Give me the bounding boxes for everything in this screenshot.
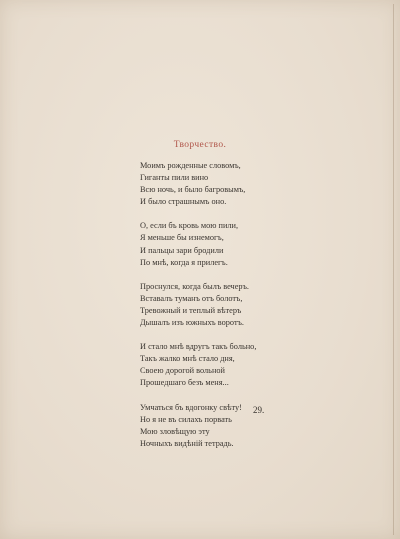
poem-line: Ночныхъ видѣній тетрадь. (140, 438, 234, 448)
poem-body (140, 160, 300, 462)
poem-line: Всю ночь, и было багровымъ, (140, 185, 246, 195)
stanza-4 (140, 341, 300, 389)
poem-line: И стало мнѣ вдругъ такъ больно, (140, 342, 257, 352)
poem-line: О, если бъ кровь мою пили, (140, 221, 239, 231)
poem-line: Тревожный и теплый вѣтеръ (140, 305, 242, 315)
poem-line: Дышалъ изъ южныхъ воротъ. (140, 318, 244, 328)
poem-line: Гиганты пили вино (140, 173, 209, 183)
stanza-2 (140, 220, 300, 268)
poem-line: Прошедшаго безъ меня... (140, 378, 229, 388)
page-number: 29. (253, 405, 265, 415)
poem-line: Такъ жалко мнѣ стало дня, (140, 354, 235, 364)
poem-line: Своею дорогой вольной (140, 366, 225, 376)
poem-line: Но я не въ силахъ порвать (140, 414, 232, 424)
poem-title: Творчество. (173, 140, 227, 150)
page-edge (393, 4, 394, 535)
poem-line: И было страшнымъ оно. (140, 197, 227, 207)
stanza-3 (140, 281, 300, 329)
stanza-1 (140, 160, 300, 208)
poem-line: Проснулся, когда былъ вечеръ. (140, 281, 249, 291)
poem-line: И пальцы зари бродили (140, 245, 224, 255)
poem-line: Умчаться бъ вдогонку свѣту! (140, 402, 242, 412)
poem-line: Моимъ рожденные словомъ, (140, 161, 241, 170)
poem-line: По мнѣ, когда я прилегъ. (140, 257, 228, 267)
poem-line: Я меньше бы изнемогъ, (140, 233, 224, 243)
poem-line: Вставалъ туманъ отъ болотъ, (140, 293, 243, 303)
stanza-5 (140, 402, 300, 450)
poem-line: Мою зловѣщую эту (140, 426, 210, 436)
